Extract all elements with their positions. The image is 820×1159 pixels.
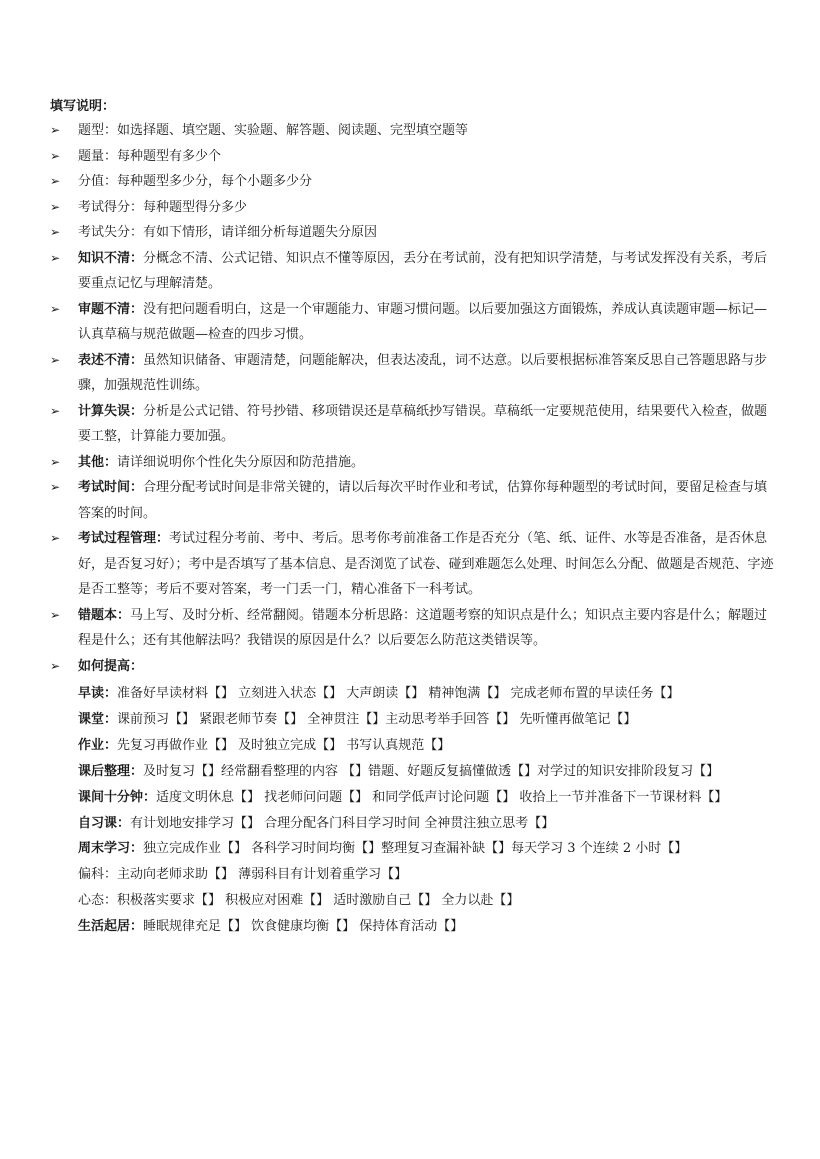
item-text: 合理分配考试时间是非常关键的，请以后每次平时作业和考试，估算你每种题型的考试时间，要留足检查与填答案的时间。 (78, 480, 768, 521)
improvement-label: 生活起居： (78, 919, 144, 935)
arrow-bullet-icon: ➢ (50, 403, 61, 418)
improvement-label: 偏科： (78, 867, 118, 883)
list-item (50, 220, 775, 246)
item-text: 分析是公式记错、符号抄错、移项错误还是草稿纸抄写错误。草稿纸一定要规范使用，结果要代入检查，做题要工整，计算能力要加强。 (78, 403, 768, 444)
arrow-bullet-icon: ➢ (50, 174, 61, 188)
item-label: 错题本： (78, 607, 131, 623)
improvement-section (78, 681, 788, 940)
improvement-row (78, 681, 788, 707)
item-label: 知识不清： (78, 250, 144, 266)
improvement-label: 作业： (78, 737, 118, 753)
list-item (50, 603, 775, 654)
item-label: 审题不清： (78, 301, 144, 317)
item-text: 马上写、及时分析、经常翻阅。错题本分析思路：这道题考察的知识点是什么；知识点主要内容是什么；解题过程是什么；还有其他解法吗？我错误的原因是什么？以后要怎么防范这类错误等。 (78, 607, 768, 648)
improvement-row (78, 733, 788, 759)
item-text: 分值：每种题型多少分，每个小题多少分 (78, 174, 313, 189)
item-text: 没有把问题看明白，这是一个审题能力、审题习惯问题。以后要加强这方面锻炼，养成认真读题审题—标记—认真草稿与规范做题—检查的四步习惯。 (78, 301, 768, 342)
improvement-text: 睡眠规律充足【】 饮食健康均衡【】 保持体育活动【】 (143, 919, 464, 935)
list-item (50, 475, 775, 526)
improvement-row (78, 836, 788, 862)
arrow-bullet-icon: ➢ (50, 658, 61, 673)
improvement-row (78, 914, 788, 940)
list-item (50, 297, 775, 348)
item-text: 请详细说明你个性化失分原因和防范措施。 (117, 454, 365, 470)
item-text: 虽然知识储备、审题清楚，问题能解决，但表达凌乱，词不达意。以后要根据标准答案反思自己答题思路与步骤，加强规范性训练。 (78, 352, 768, 393)
improvement-row (78, 707, 788, 733)
improvement-row (78, 862, 788, 888)
page-title: 填写说明： (50, 99, 116, 114)
improvement-text: 独立完成作业【】 各科学习时间均衡【】整理复习查漏补缺【】每天学习 3 个连续 2 小时【】 (143, 841, 688, 857)
item-text: 考试得分：每种题型得分多少 (78, 199, 248, 215)
arrow-bullet-icon: ➢ (50, 148, 61, 163)
item-text: 分概念不清、公式记错、知识点不懂等原因，丢分在考试前，没有把知识学清楚，与考试发挥没有关系，考后要重点记忆与理解清楚。 (78, 250, 768, 291)
improvement-row (78, 759, 788, 785)
item-label: 表述不清： (78, 352, 144, 368)
list-item (50, 246, 775, 297)
arrow-bullet-icon: ➢ (50, 301, 61, 316)
improvement-label: 周末学习： (78, 841, 144, 857)
arrow-bullet-icon: ➢ (50, 531, 61, 545)
list-item (50, 348, 775, 399)
improvement-text: 及时复习【】经常翻看整理的内容 【】错题、好题反复搞懂做透【】对学过的知识安排阶段复习【】 (143, 763, 720, 779)
arrow-bullet-icon: ➢ (50, 352, 61, 367)
list-item (50, 450, 775, 476)
instruction-list (50, 118, 775, 679)
arrow-bullet-icon: ➢ (50, 199, 61, 214)
arrow-bullet-icon: ➢ (50, 225, 61, 239)
list-item (50, 399, 775, 450)
list-item (50, 654, 775, 680)
item-text: 考试失分：有如下情形，请详细分析每道题失分原因 (78, 225, 378, 240)
improvement-label: 自习课： (78, 815, 131, 831)
improvement-row (78, 888, 788, 914)
list-item (50, 195, 775, 221)
list-item (50, 144, 775, 170)
improvement-text: 先复习再做作业【】 及时独立完成【】 书写认真规范【】 (117, 737, 451, 753)
improvement-text: 准备好早读材料【】 立刻进入状态【】 大声朗读【】 精神饱满【】 完成老师布置的早读任务【】 (117, 686, 680, 701)
improvement-label: 课后整理： (78, 763, 144, 779)
improvement-row (78, 811, 788, 837)
list-item (50, 526, 775, 603)
improvement-label: 课堂： (78, 711, 118, 727)
improvement-text: 有计划地安排学习【】 合理分配各门科目学习时间 全神贯注独立思考【】 (130, 815, 555, 831)
improvement-row (78, 785, 788, 811)
item-text: 题量：每种题型有多少个 (78, 148, 222, 164)
list-item (50, 118, 775, 144)
arrow-bullet-icon: ➢ (50, 123, 61, 137)
improvement-label: 心态： (78, 893, 118, 909)
item-label: 其他： (78, 454, 118, 470)
item-label: 考试过程管理： (78, 531, 170, 546)
item-text: 考试过程分考前、考中、考后。思考你考前准备工作是否充分（笔、纸、证件、水等是否准备，是否休息好，是否复习好）；考中是否填写了基本信息、是否浏览了试卷、碰到难题怎么处理、时间怎么分配、做题是否规范、字迹是否工整等；考后不要对答案，考一门丢一门，精心准备下一科考试。 (78, 531, 774, 597)
list-item (50, 169, 775, 195)
improvement-label: 课间十分钟： (78, 789, 157, 805)
improvement-text: 适度文明休息【】 找老师问问题【】 和同学低声讨论问题【】 收拾上一节并准备下一节课材料【】 (156, 789, 728, 805)
item-label: 考试时间： (78, 480, 144, 495)
item-label: 如何提高： (78, 658, 144, 674)
arrow-bullet-icon: ➢ (50, 607, 61, 622)
item-label: 计算失误： (78, 403, 144, 419)
improvement-label: 早读： (78, 686, 118, 701)
arrow-bullet-icon: ➢ (50, 480, 61, 494)
item-text: 题型：如选择题、填空题、实验题、解答题、阅读题、完型填空题等 (78, 123, 469, 138)
arrow-bullet-icon: ➢ (50, 454, 61, 469)
arrow-bullet-icon: ➢ (50, 250, 61, 265)
improvement-text: 积极落实要求【】 积极应对困难【】 适时激励自己【】 全力以赴【】 (117, 893, 520, 909)
improvement-text: 主动向老师求助【】 薄弱科目有计划着重学习【】 (117, 867, 408, 883)
improvement-text: 课前预习【】 紧跟老师节奏【】 全神贯注【】主动思考举手回答【】 先听懂再做笔记【】 (117, 711, 637, 727)
